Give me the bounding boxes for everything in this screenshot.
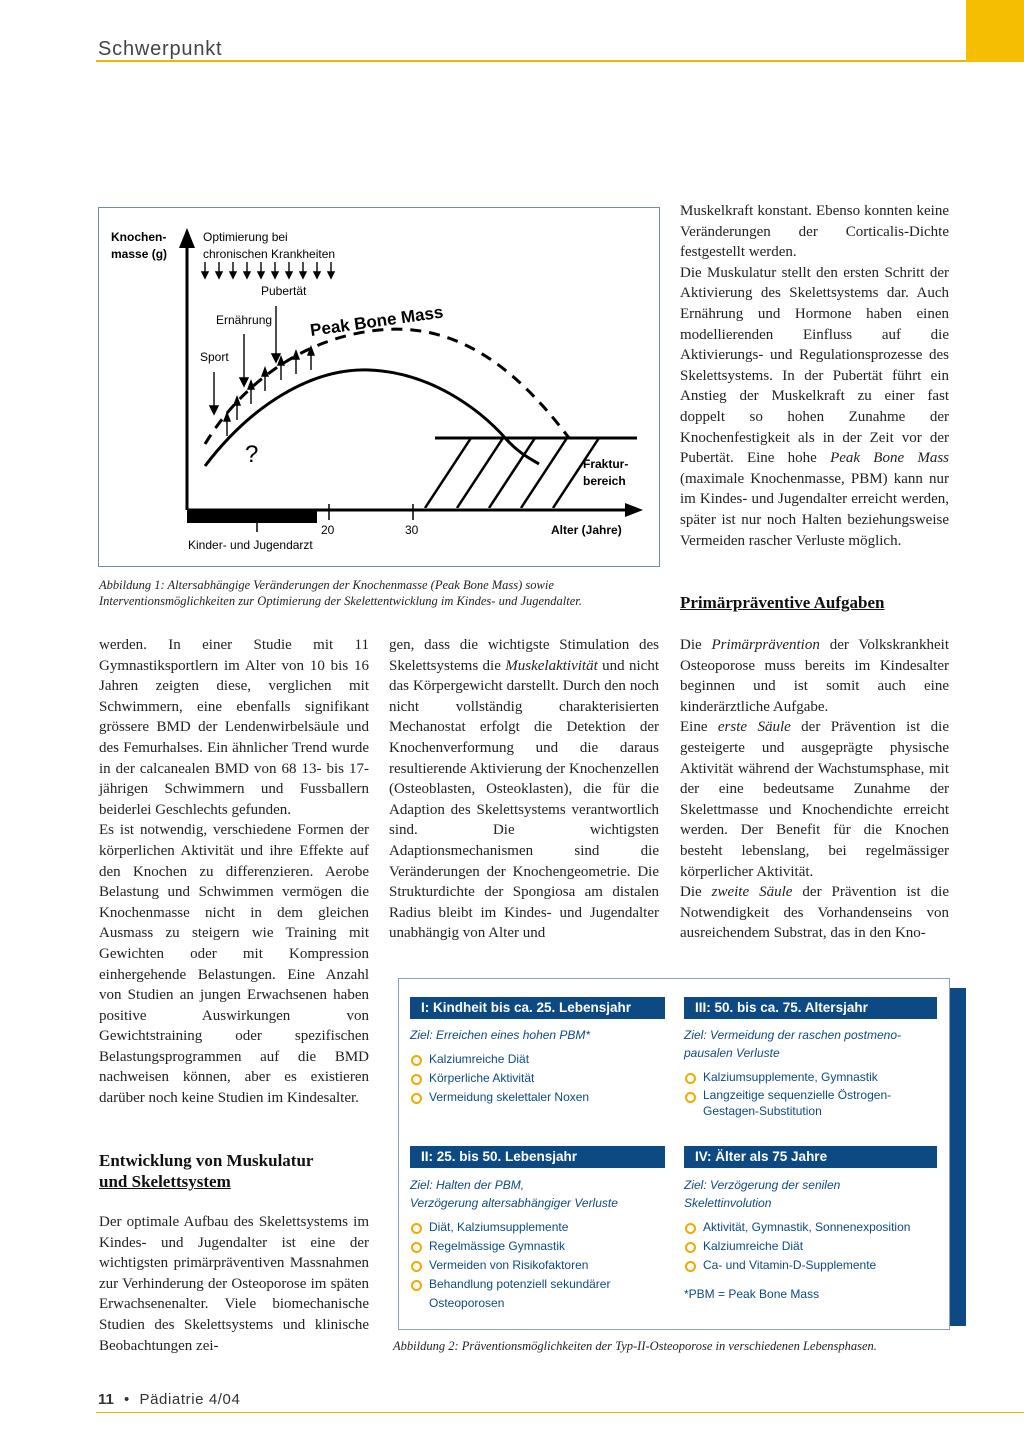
phase-3-list	[684, 1068, 937, 1119]
x-axis-label: Alter (Jahre)	[551, 523, 622, 537]
peak-bone-mass-label: Peak Bone Mass	[308, 302, 445, 340]
tick-20: 20	[321, 523, 335, 537]
bullet-icon	[685, 1261, 696, 1272]
bullet-icon	[685, 1092, 696, 1103]
pediatrician-label: Kinder- und Jugendarzt	[188, 538, 313, 552]
corner-tab	[966, 0, 1024, 62]
column-2	[389, 635, 659, 944]
fracture-label-1: Fraktur-	[583, 457, 629, 471]
figure-1-caption	[99, 577, 669, 609]
phase-1-title: I: Kindheit bis ca. 25. Lebensjahr	[410, 997, 665, 1019]
fracture-hatching	[425, 438, 599, 508]
y-label-1: Knochen-	[111, 230, 167, 244]
list-item: Kalziumsupplemente, Gymnastik	[684, 1068, 937, 1087]
phase-2-title: II: 25. bis 50. Lebensjahr	[410, 1146, 665, 1168]
col1-paragraph-3: Der optimale Aufbau des Skelettsystems im Kindes- und Jugendalter ist eine der wichtigsten primärpräventiven Massnahmen zur Verhinderung der Osteoporose im späten Erwachsenenalter. Viele biomechanische Studien des Skelettsystems und klinische Beobachtungen zei-	[99, 1214, 369, 1354]
x-axis-arrow	[625, 503, 643, 517]
list-item: Vermeidung skelettaler Noxen	[410, 1088, 665, 1107]
column-1	[99, 635, 369, 1109]
pbm-footnote: *PBM = Peak Bone Mass	[684, 1287, 820, 1301]
bullet-icon	[411, 1242, 422, 1253]
bullet-icon	[411, 1261, 422, 1272]
phase-4-title: IV: Älter als 75 Jahre	[684, 1146, 937, 1168]
childhood-bar	[187, 510, 317, 523]
column-1-lower	[99, 1212, 369, 1356]
list-item: Langzeitige sequenzielle Östrogen-Gestagen-Substitution	[684, 1087, 937, 1119]
phase-1-panel	[410, 997, 665, 1107]
header-rule	[96, 60, 966, 62]
phase-2-goal: Ziel: Halten der PBM, Verzögerung altersabhängiger Verluste	[410, 1178, 618, 1210]
bullet-icon	[685, 1242, 696, 1253]
phase-4-list	[684, 1218, 937, 1275]
phase-4-goal: Ziel: Verzögerung der senilen Skelettinvolution	[684, 1178, 841, 1210]
col3-paragraph-5: Die zweite Säule der Prävention ist die Notwendigkeit des Vorhandenseins von ausreichendem Substrat, das in den Kno-	[680, 884, 949, 942]
bone-mass-diagram	[99, 208, 659, 566]
bullet-icon	[411, 1223, 422, 1234]
col2-paragraph-1: gen, dass die wichtigste Stimulation des Skelettsystems die Muskelaktivität und nicht das Körpergewicht darstellt. Durch den noch nicht vollständig charakterisierten Mechanostat erfolgt die Detektion der Knochenverformung und die daraus resultierende Aktivierung der Knochenzellen (Osteoblasten, Osteoklasten), die für die Adaption des Skelettsystems verantwortlich sind. Die wichtigsten Adaptionsmechanismen sind die Veränderungen der Knochengeometrie. Die Strukturdichte der Spongiosa am distalen Radius bleibt im Kindes- und Jugendalter unabhängig von Alter und	[389, 637, 659, 942]
bullet-icon	[411, 1280, 422, 1291]
col1-paragraph-2: Es ist notwendig, verschiedene Formen der körperlichen Aktivität und ihre Effekte auf den Knochen zu differenzieren. Aerobe Belastung und Schwimmen vermögen die Knochenmasse nicht in dem gleichen Ausmass zu steigern wie Training mit Gewichten oder mit Kompression einhergehende Belastungen. Eine Anzahl von Studien an jungen Erwachsenen haben positive Auswirkungen von Gewichtstraining oder spezifischen Belastungsprogrammen auf die BMD nachweisen können, aber es existieren darüber noch keine Studien im Kindesalter.	[99, 822, 369, 1107]
col3-paragraph-2: Die Muskulatur stellt den ersten Schritt der Aktivierung des Skelettsystems dar. Auch Ernährung und Hormone haben einen modellierenden Einfluss auf die Aktivierungs- und Regulationsprozesse des Skelettsystems. In der Pubertät führt ein Anstieg der Muskelkraft zu einer fast doppelt so hohen Zunahme der Knochenfestigkeit als in der Zeit vor der Pubertät. Eine hohe Peak Bone Mass (maximale Knochenmasse, PBM) kann nur im Kindes- und Jugendalter erreicht werden, später ist nur noch Halten beziehungsweise Vermeiden rascher Verluste möglich.	[680, 264, 950, 549]
peak-bone-mass-curve	[205, 329, 569, 444]
phase-3-goal: Ziel: Vermeidung der raschen postmeno- pausalen Verluste	[684, 1028, 901, 1060]
prevention-box	[398, 978, 950, 1330]
bullet-icon	[685, 1223, 696, 1234]
tick-30: 30	[405, 523, 419, 537]
list-item: Behandlung potenziell sekundärer Osteoporosen	[410, 1275, 665, 1313]
y-label-2: masse (g)	[111, 247, 168, 261]
phase-3-panel	[684, 997, 937, 1119]
section-heading-primary-prevention: Primärpräventive Aufgaben	[680, 593, 885, 612]
optimization-label-2: chronischen Krankheiten	[203, 247, 336, 261]
optimization-label-1: Optimierung bei	[203, 230, 288, 244]
figure-1-frame	[98, 207, 660, 567]
list-item: Kalziumreiche Diät	[410, 1050, 665, 1069]
page-number: 11	[98, 1391, 114, 1408]
list-item: Vermeiden von Risikofaktoren	[410, 1256, 665, 1275]
sport-label: Sport	[200, 350, 229, 364]
figure-1-caption-line-1: Abbildung 1: Altersabhängige Veränderungen der Knochenmasse (Peak Bone Mass) sowie	[99, 578, 554, 592]
bullet-icon	[411, 1074, 422, 1085]
bullet-icon	[685, 1073, 696, 1084]
phase-3-title: III: 50. bis ca. 75. Altersjahr	[684, 997, 937, 1019]
figure-1-caption-line-2: Interventionsmöglichkeiten zur Optimierung der Skelettentwicklung im Kindes- und Jugendalter.	[99, 594, 582, 608]
page-footer	[98, 1391, 240, 1408]
nutrition-label: Ernährung	[216, 313, 273, 327]
list-item: Kalziumreiche Diät	[684, 1237, 937, 1256]
list-item: Diät, Kalziumsupplemente	[410, 1218, 665, 1237]
journal-issue: Pädiatrie 4/04	[139, 1391, 241, 1408]
bullet-icon	[411, 1093, 422, 1104]
unknown-mark: ?	[245, 441, 259, 468]
list-item: Ca- und Vitamin-D-Supplemente	[684, 1256, 937, 1275]
heading-development-line-2: und Skelettsystem	[99, 1172, 231, 1191]
puberty-label: Pubertät	[261, 284, 307, 298]
phase-2-list	[410, 1218, 665, 1313]
col3-paragraph-1: Muskelkraft konstant. Ebenso konnten keine Veränderungen der Corticalis-Dichte festgestellt werden.	[680, 203, 949, 261]
list-item: Körperliche Aktivität	[410, 1069, 665, 1088]
fracture-label-2: bereich	[583, 474, 626, 488]
column-3-upper	[680, 201, 949, 551]
optimization-arrows	[202, 262, 334, 278]
footer-bullet: •	[124, 1391, 130, 1408]
phase-1-goal: Ziel: Erreichen eines hohen PBM*	[410, 1028, 591, 1042]
section-heading-development	[99, 1150, 369, 1192]
section-title: Schwerpunkt	[98, 38, 223, 60]
phase-2-panel	[410, 1146, 665, 1313]
figure-2-caption: Abbildung 2: Präventionsmöglichkeiten der Typ-II-Osteoporose in verschiedenen Lebensphasen.	[393, 1339, 877, 1353]
footer-rule	[96, 1412, 1024, 1413]
list-item: Regelmässige Gymnastik	[410, 1237, 665, 1256]
phase-4-panel	[684, 1146, 937, 1301]
col3-paragraph-3: Die Primärprävention der Volkskrankheit Osteoporose muss bereits im Kindesalter beginnen und ist somit auch eine kinderärztliche Aufgabe.	[680, 637, 949, 715]
upward-arrows	[224, 347, 314, 436]
phase-1-list	[410, 1050, 665, 1107]
list-item: Aktivität, Gymnastik, Sonnenexposition	[684, 1218, 937, 1237]
col3-paragraph-4: Eine erste Säule der Prävention ist die gesteigerte und ausgeprägte physische Aktivität während der Wachstumsphase, mit der eine bedeutsame Zunahme der Skelettmasse und Knochendichte erreicht werden. Der Benefit für die Knochen besteht lebenslang, bei regelmässiger körperlicher Aktivität.	[680, 719, 950, 880]
heading-development-line-1: Entwicklung von Muskulatur	[99, 1151, 314, 1170]
column-3-lower	[680, 635, 949, 944]
col1-paragraph-1: werden. In einer Studie mit 11 Gymnastiksportlern im Alter von 10 bis 16 Jahren zeigten diese, verglichen mit Schwimmern, eine ebenfalls signifikant grössere BMD der Lendenwirbelsäule und des Femurhalses. Ein ähnlicher Trend wurde in der calcanealen BMD von 68 13- bis 17-jährigen Schwimmern und Fussballern beiderlei Geschlechts gefunden.	[99, 637, 369, 818]
bullet-icon	[411, 1055, 422, 1066]
y-axis-arrow	[179, 228, 195, 248]
